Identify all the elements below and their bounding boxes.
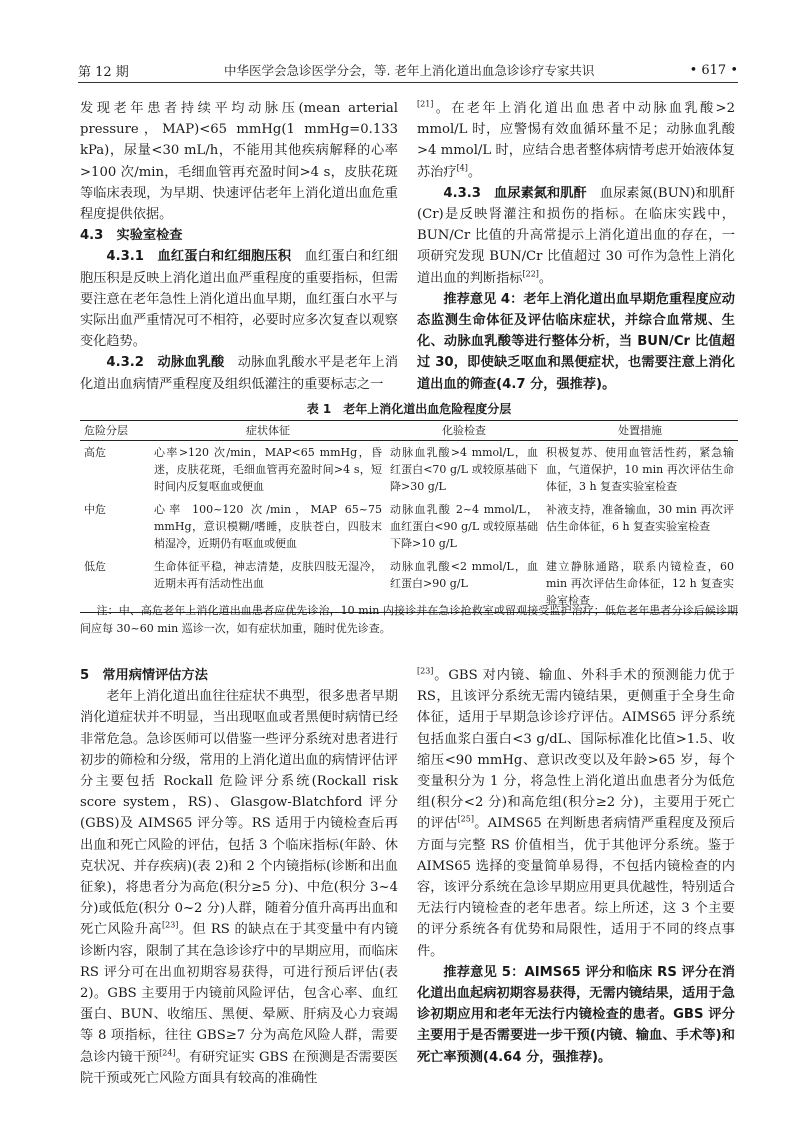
table-header-row [80,421,738,441]
left-column-bottom [80,665,398,1089]
table-cell: 建立静脉通路，联系内镜检查，60 min 再次评估生命体征，12 h 复查实验室检查 [542,555,738,613]
table-header: 症状体征 [150,421,386,441]
table-note: 注：中、高危老年上消化道出血患者应优先诊治，10 min 内接诊并在急诊抢救室或留观接受监护治疗；低危老年患者分诊后候诊期间应每 30~60 min 巡诊一次，如有症状加重，随时优先诊查。 [80,604,738,635]
table-row [80,498,738,555]
issue-number: 第 12 期 [78,64,129,80]
section-5-paragraph-cont [417,665,735,962]
page-number: • 617 • [689,62,738,78]
table-row [80,441,738,499]
right-column-top [417,98,735,395]
body-4-3-2-cont: 。在老年上消化道出血患者中动脉血乳酸>2 mmol/L 时，应警惕有效血循环量不足；动脉血乳酸>4 mmol/L 时，应结合患者整体病情考虑开始液体复苏治疗 [417,101,735,180]
section-4-3-3 [417,183,735,289]
table-cell: 动脉血乳酸>4 mmol/L，血红蛋白<70 g/L 或较原基础下降>30 g/L [390,446,538,493]
text: 。GBS 对内镜、输血、外科手术的预测能力优于 RS，且该评分系统无需内镜结果，更侧重于全身生命体征，适用于早期急诊诊疗评估。AIMS65 评分系统包括血浆白蛋白<3 g/dL、国际标准化比值>1.5、收缩压<90 mmHg、意识改变以及年龄>65 岁，每个变量积分为 1 分，将急性上消化道出血患者分为低危组(积分<2 分)和高危组(积分≥2 分)，主要用于死亡的评估 [417,668,735,832]
table-cell: 低危 [80,555,150,613]
table-cell: 心率 100~120 次/min，MAP 65~75 mmHg，意识模糊/嗜睡，皮肤苍白，四肢末梢湿冷，近期仍有呕血或便血 [154,503,382,550]
table-header: 化验检查 [386,421,542,441]
text: 。AIMS65 在判断患者病情严重程度及预后方面与完整 RS 价值相当，优于其他评分系统。鉴于 AIMS65 选择的变量简单易得，不包括内镜检查的内容，该评分系统在急诊早期应用更具优越性，特别适合无法行内镜检查的老年患者。综上所述，这 3 个主要的评分系统各有优势和局限性，适用于不同的终点事件。 [417,816,736,959]
recommendation-5: 推荐意见 5：AIMS65 评分和临床 RS 评分在消化道出血起病初期容易获得，无需内镜结果，适用于急诊初期应用和老年无法行内镜检查的患者。GBS 评分主要用于是否需要进一步干预(内镜、输血、手术等)和死亡率预测(4.64 分，强推荐)。 [417,964,735,1065]
body-4-3-2: 动脉血乳酸水平是老年上消化道出血病情严重程度及组织低灌注的重要标志之一 [80,355,399,392]
text: 。有研究证实 GBS 在预测是否需要医院干预或死亡风险方面具有较高的准确性 [80,1049,398,1086]
table-cell: 高危 [84,446,106,459]
header-rule [78,82,738,83]
table-header: 处置措施 [542,421,738,441]
section-4-3-1 [80,246,398,352]
body-4-3-3: 血尿素氮(BUN)和肌酐(Cr)是反映肾灌注和损伤的指标。在临床实践中，BUN/Cr 比值的升高常提示上消化道出血的存在，一项研究发现 BUN/Cr 比值超过 30 可作为急性上消化道出血的判断指标 [417,185,736,286]
section-4-3-2-cont [417,98,735,183]
paragraph: 发现老年患者持续平均动脉压(mean arterial pressure，MAP)<65 mmHg(1 mmHg=0.133 kPa)，尿量<30 mL/h，不能用其他疾病解释的心率>100 次/min，毛细血管再充盈时间>4 s，皮肤花斑等临床表现，为早期、快速评估老年上消化道出血危重程度提供依据。 [80,101,398,223]
citation: [23] [161,921,179,931]
table-cell: 心率>120 次/min，MAP<65 mmHg，昏迷，皮肤花斑，毛细血管再充盈时间>4 s，短时间内反复呕血或便血 [154,446,382,493]
table-cell: 生命体征平稳，神志清楚，皮肤四肢无湿冷，近期未再有活动性出血 [150,555,386,613]
body-4-3-1: 血红蛋白和红细胞压积是反映上消化道出血严重程度的重要指标，但需要注意在老年急性上消化道出血早期，血红蛋白水平与实际出血严重情况可不相符，必要时应多次复查以观察变化趋势。 [80,249,399,350]
citation: [21] [417,99,434,109]
table-header: 危险分层 [80,421,150,441]
recommendation-4: 推荐意见 4：老年上消化道出血早期危重程度应动态监测生命体征及评估临床症状，并综合血常规、生化、动脉血乳酸等进行整体分析，当 BUN/Cr 比值超过 30，即使缺乏呕血和黑便症状，也需要注意上消化道出血的筛查(4.7 分，强推荐)。 [417,291,735,392]
citation: [23] [417,666,434,676]
citation: [25] [457,815,474,825]
heading-4-3-1: 4.3.1 血红蛋白和红细胞压积 [106,249,292,265]
running-header [78,60,738,80]
citation: [4] [456,163,468,173]
section-4-3-2 [80,352,398,394]
heading-4-3-2: 4.3.2 动脉血乳酸 [106,355,225,371]
citation: [24] [159,1048,176,1058]
right-column-bottom [417,665,735,1068]
section-heading-5: 5 常用病情评估方法 [80,668,208,683]
table-cell: 积极复苏、使用血管活性药，紧急输血，气道保护，10 min 再次评估生命体征，3 h 复查实验室检查 [546,446,734,493]
section-heading-4-3: 4.3 实验室检查 [80,228,183,244]
text: 。但 RS 的缺点在于其变量中有内镜诊断内容，限制了其在急诊诊疗中的早期应用，而临床 RS 评分可在出血初期容易获得，可进行预后评估(表 2)。GBS 主要用于内镜前风险评估，包含心率、血红蛋白、BUN、收缩压、黑便、晕厥、肝病及心力衰竭等 8 项指标，往往 GBS≥7 分为高危风险人群，需要急诊内镜干预 [80,922,398,1065]
table-caption: 表 1 老年上消化道出血危险程度分层 [306,402,512,416]
citation: [22] [522,269,539,279]
table-cell: 中危 [84,503,106,516]
punct: 。 [467,164,482,180]
text: 老年上消化道出血往往症状不典型，很多患者早期消化道症状并不明显，当出现呕血或者黑便时病情已经非常危急。急诊医师可以借鉴一些评分系统对患者进行初步的筛检和分级，常用的上消化道出血的病情评估评分主要包括 Rockall 危险评分系统(Rockall risk score system，RS)、Glasgow-Blatchford 评分(GBS)及 AIMS65 评分等。RS 适用于内镜检查后再出血和死亡风险的评估，包括 3 个临床指标(年龄、休克状况、并存疾病)(表 2)和 2 个内镜指标(诊断和出血征象)，将患者分为高危(积分≥5 分)、中危(积分 3~4 分)或低危(积分 0~2 分)人群，随着分值升高再出血和死亡风险升高 [80,689,398,938]
heading-4-3-3: 4.3.3 血尿素氮和肌酐 [443,185,587,201]
left-column-top [80,98,398,395]
risk-table [80,420,738,613]
section-5-paragraph [80,686,398,1089]
running-title: 中华医学会急诊医学分会，等. 老年上消化道出血急诊诊疗专家共识 [223,63,595,78]
table-cell: 补液支持，准备输血，30 min 再次评估生命体征，6 h 复查实验室检查 [546,503,734,533]
table-cell: 动脉血乳酸 2~4 mmol/L，血红蛋白<90 g/L 或较原基础下降>10 g/L [390,503,538,550]
table-cell: 动脉血乳酸<2 mmol/L，血红蛋白>90 g/L [386,555,542,613]
punct: 。 [538,270,553,286]
